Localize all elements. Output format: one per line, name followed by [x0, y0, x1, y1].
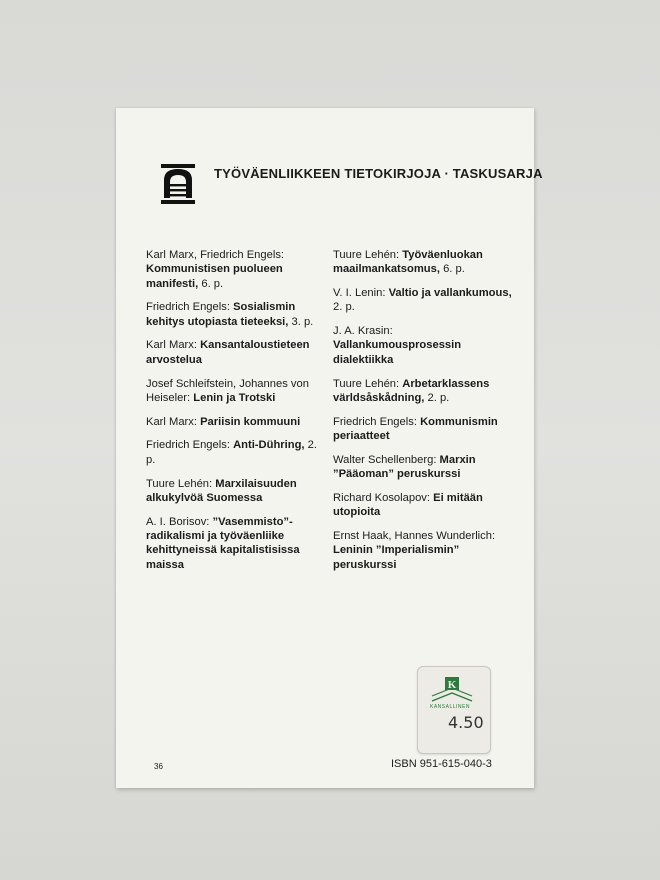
- book-title: Ei mitään utopioita: [333, 491, 483, 519]
- isbn: ISBN 951-615-040-3: [391, 758, 492, 770]
- book-title: Marxin ”Pääoman” peruskurssi: [333, 453, 476, 481]
- book-title: Anti-Dühring,: [233, 439, 305, 452]
- book-entry: [146, 248, 318, 291]
- book-title: Työväenluokan maailmankatsomus,: [333, 249, 483, 276]
- book-author: Tuure Lehén:: [333, 249, 400, 261]
- book-author: Friedrich Engels:: [146, 439, 230, 452]
- kansallinen-k-icon: [430, 675, 474, 705]
- book-author: Friedrich Engels:: [333, 415, 417, 428]
- publisher-logo-icon: [161, 164, 195, 204]
- book-entry: [146, 377, 318, 406]
- book-author: Karl Marx, Friedrich Engels:: [146, 249, 285, 261]
- book-edition: 6. p.: [201, 277, 224, 290]
- price-sticker: [417, 666, 491, 754]
- book-author: Tuure Lehén:: [333, 377, 400, 390]
- book-title: Vallankumousprosessin dialektiikka: [333, 339, 462, 366]
- book-entry: [146, 415, 318, 429]
- book-title: Marxilaisuuden alkukylvöä Suomessa: [146, 477, 297, 504]
- book-title: Kansantaloustieteen arvostelua: [146, 339, 310, 366]
- book-list-right: [333, 248, 513, 581]
- book-author: V. I. Lenin:: [333, 287, 386, 300]
- book-author: Josef Schleifstein, Johannes von Heiseler:: [146, 377, 309, 404]
- book-entry: [333, 286, 513, 315]
- book-author: Richard Kosolapov:: [333, 491, 431, 504]
- book-entry: [333, 453, 513, 482]
- book-entry: [146, 300, 318, 329]
- book-edition: 2. p.: [333, 301, 355, 314]
- book-list-left: [146, 248, 318, 581]
- book-author: A. I. Borisov:: [146, 515, 210, 528]
- book-edition: 2. p.: [146, 439, 317, 466]
- book-title: Sosialismin kehitys utopiasta tieteeksi,: [146, 301, 296, 328]
- book-entry: [333, 248, 513, 277]
- book-entry: [146, 477, 318, 506]
- book-entry: [146, 438, 318, 467]
- book-author: Karl Marx:: [146, 339, 197, 352]
- book-edition: 3. p.: [291, 315, 314, 328]
- book-title: ”Vasemmisto”-radikalismi ja työväenliike kehittyneissä kapitalistisissa maissa: [146, 515, 300, 571]
- book-entry: [333, 324, 513, 367]
- book-back-cover: [116, 108, 543, 788]
- sticker-logo-text: KANSALLINEN: [430, 704, 470, 710]
- book-title: Lenin ja Trotski: [193, 391, 276, 404]
- book-entry: [333, 491, 513, 520]
- book-title: Arbetarklassens världsåskådning,: [333, 377, 490, 404]
- sticker-logo-letter: K: [447, 679, 457, 691]
- book-title: Kommunismin periaatteet: [333, 415, 498, 442]
- book-title: Kommunistisen puolueen manifesti,: [146, 263, 283, 290]
- book-entry: [333, 377, 513, 406]
- book-entry: [146, 515, 318, 572]
- book-author: Walter Schellenberg:: [333, 453, 437, 466]
- book-author: Ernst Haak, Hannes Wunderlich:: [333, 529, 496, 542]
- book-author: Friedrich Engels:: [146, 301, 230, 314]
- book-edition: 2. p.: [427, 391, 450, 404]
- book-edition: 6. p.: [443, 263, 465, 276]
- book-entry: [333, 415, 513, 444]
- book-author: Karl Marx:: [146, 415, 197, 428]
- book-title: Valtio ja vallankumous,: [388, 287, 512, 300]
- book-entry: [146, 338, 318, 367]
- book-entry: [333, 529, 513, 572]
- book-title: Pariisin kommuuni: [200, 415, 301, 428]
- price-label: 4.50: [448, 713, 484, 732]
- series-title: TYÖVÄENLIIKKEEN TIETOKIRJOJA · TASKUSARJA: [214, 166, 543, 181]
- page-number: 36: [154, 762, 163, 771]
- book-author: Tuure Lehén:: [146, 477, 213, 490]
- book-title: Leninin ”Imperialismin” peruskurssi: [333, 544, 460, 571]
- book-author: J. A. Krasin:: [333, 325, 393, 338]
